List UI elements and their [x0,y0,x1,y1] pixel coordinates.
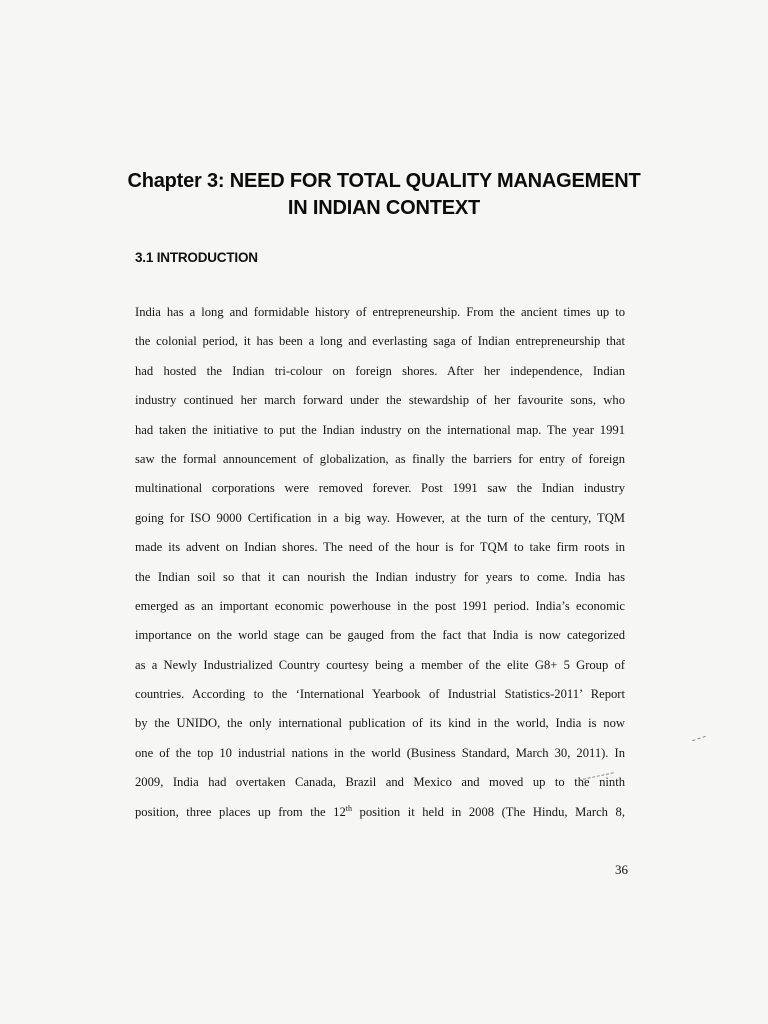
chapter-title [100,168,668,222]
paragraph-line: industry continued her march forward under the stewardship of her favourite sons, who [135,393,625,408]
paragraph-line: saw the formal announcement of globalization, as finally the barriers for entry of foreign [135,451,625,466]
paragraph-line: the colonial period, it has been a long and everlasting saga of Indian entrepreneurship that [135,334,625,349]
paragraph-line-last [135,798,625,827]
paragraph-line: importance on the world stage can be gauged from the fact that India is now categorized [135,628,625,643]
paragraph-line: as a Newly Industrialized Country courtesy being a member of the elite G8+ 5 Group of [135,657,625,672]
paragraph-line: by the UNIDO, the only international publication of its kind in the world, India is now [135,716,625,731]
page-number: 36 [615,862,628,877]
pen-mark [692,736,706,741]
paragraph-line: had taken the initiative to put the Indian industry on the international map. The year 1991 [135,422,625,437]
ordinal-superscript: th [345,803,352,813]
body-paragraph [135,298,625,827]
paragraph-line: 2009, India had overtaken Canada, Brazil and Mexico and moved up to the ninth [135,775,625,790]
paragraph-line: the Indian soil so that it can nourish the Indian industry for years to come. India has [135,569,625,584]
paragraph-line: countries. According to the ‘International Yearbook of Industrial Statistics-2011’ Report [135,687,625,702]
paragraph-line: India has a long and formidable history of entrepreneurship. From the ancient times up to [135,305,625,319]
section-heading: 3.1 INTRODUCTION [135,250,258,265]
chapter-title-line-1: Chapter 3: NEED FOR TOTAL QUALITY MANAGEMENT [127,170,641,192]
paragraph-line: made its advent on Indian shores. The need of the hour is for TQM to take firm roots in [135,540,625,555]
paragraph-line: one of the top 10 industrial nations in the world (Business Standard, March 30, 2011). In [135,745,625,760]
last-line-text-after: position it held in 2008 (The Hindu, March 8, [352,804,625,819]
paragraph-line: multinational corporations were removed forever. Post 1991 saw the Indian industry [135,481,625,496]
last-line-text-before: position, three places up from the 12 [135,804,346,819]
paragraph-line: emerged as an important economic powerhouse in the post 1991 period. India’s economic [135,598,625,613]
paragraph-line: going for ISO 9000 Certification in a big way. However, at the turn of the century, TQM [135,510,625,525]
chapter-title-line-2: IN INDIAN CONTEXT [287,197,481,219]
paragraph-line: had hosted the Indian tri-colour on foreign shores. After her independence, Indian [135,363,625,378]
